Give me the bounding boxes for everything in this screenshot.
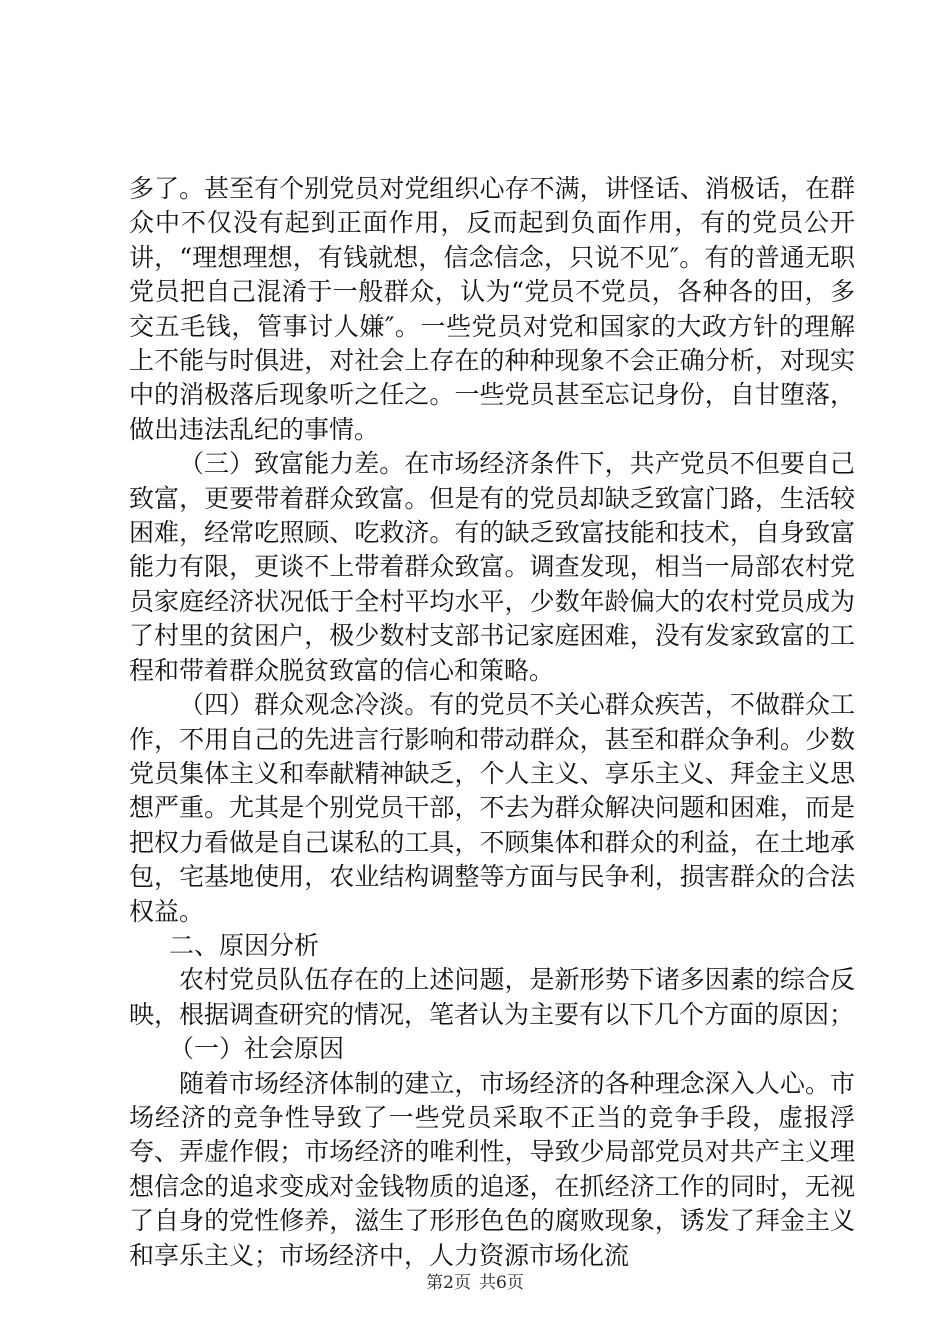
page-total: 共6页 — [479, 1273, 524, 1293]
document-body — [129, 172, 855, 1273]
page-footer — [0, 1268, 950, 1293]
paragraph-section-four: （四）群众观念冷淡。有的党员不关心群众疾苦，不做群众工作，不用自己的先进言行影响和带动群众，甚至和群众争利。少数党员集体主义和奉献精神缺乏，个人主义、享乐主义、拜金主义思想严重。尤其是个别党员干部，不去为群众解决问题和困难，而是把权力看做是自己谋私的工具，不顾集体和群众的利益，在土地承包，宅基地使用，农业结构调整等方面与民争利，损害群众的合法权益。 — [129, 690, 855, 926]
heading-cause-analysis: 二、原因分析 — [169, 930, 320, 960]
page-number: 第2页 — [426, 1273, 471, 1293]
paragraph-cause-intro: 农村党员队伍存在的上述问题，是新形势下诸多因素的综合反映，根据调查研究的情况，笔者认为主要有以下几个方面的原因； — [129, 965, 855, 1029]
paragraph-continued: 多了。甚至有个别党员对党组织心存不满，讲怪话、消极话，在群众中不仅没有起到正面作用，反而起到负面作用，有的党员公开讲，“理想理想，有钱就想，信念信念，只说不见″。有的普通无职党员把自己混淆于一般群众，认为“党员不党员，各种各的田，多交五毛钱，管事讨人嫌″。一些党员对党和国家的大政方针的理解上不能与时俱进，对社会上存在的种种现象不会正确分析，对现实中的消极落后现象听之任之。一些党员甚至忘记身份，自甘堕落，做出违法乱纪的事情。 — [129, 174, 855, 444]
heading-social-causes: （一）社会原因 — [169, 1034, 345, 1064]
paragraph-section-three: （三）致富能力差。在市场经济条件下，共产党员不但要自己致富，更要带着群众致富。但是有的党员却缺乏致富门路，生活较困难，经常吃照顾、吃救济。有的缺乏致富技能和技术，自身致富能力有限，更谈不上带着群众致富。调查发现，相当一局部农村党员家庭经济状况低于全村平均水平，少数年龄偏大的农村党员成为了村里的贫困户，极少数村支部书记家庭困难，没有发家致富的工程和带着群众脱贫致富的信心和策略。 — [129, 449, 855, 685]
paragraph-social-causes: 随着市场经济体制的建立，市场经济的各种理念深入人心。市场经济的竞争性导致了一些党员采取不正当的竞争手段，虚报浮夸、弄虚作假；市场经济的唯利性，导致少局部党员对共产主义理想信念的追求变成对金钱物质的追逐，在抓经济工作的同时，无视了自身的党性修养，滋生了形形色色的腐败现象，诱发了拜金主义和享乐主义；市场经济中，人力资源市场化流 — [129, 1068, 855, 1270]
